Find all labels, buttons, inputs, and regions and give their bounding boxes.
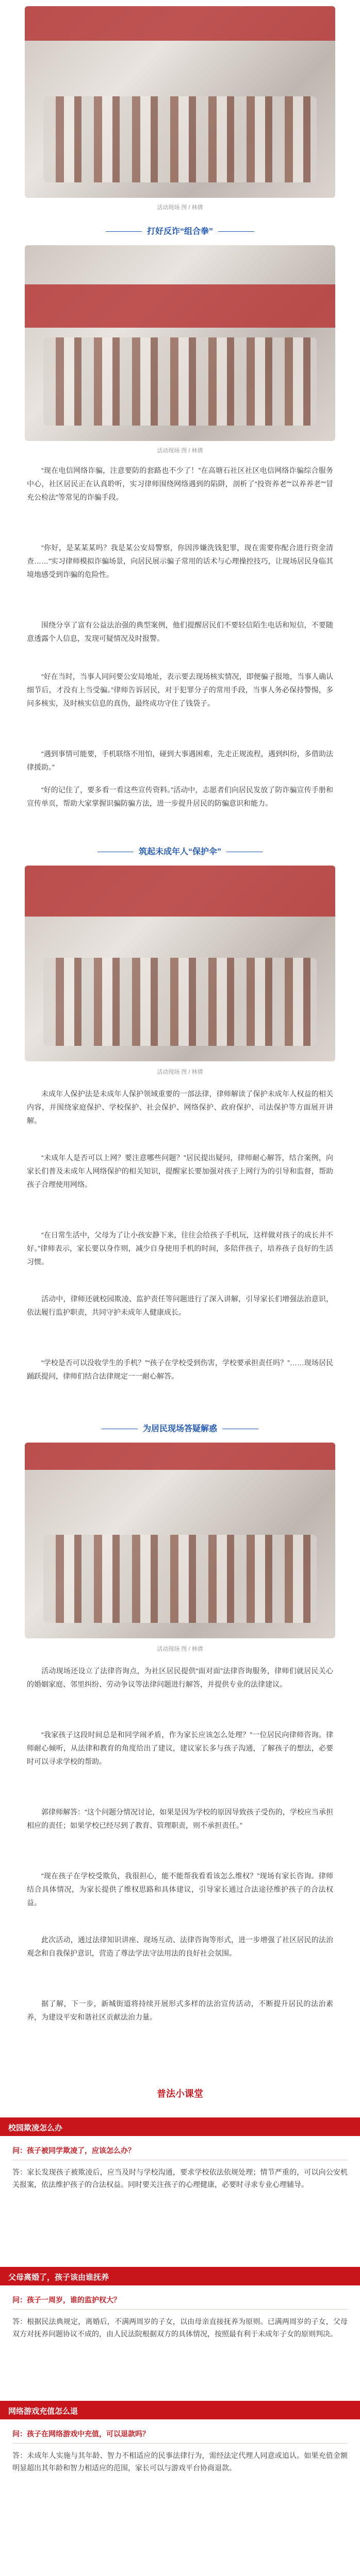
body-paragraph: “现在电信网络诈骗，注意要防的套路也不少了！”在高塘石社区社区电信网络诈骗综合服务中心，社区居民正在认真聆听，实习律师围绕网络遇到的陷阱，剖析了“投资养老”“以养养老”“冒充公检法”等常见的诈骗手段。	[27, 466, 333, 501]
body-paragraph: 围绕分享了富有公益法治强的典型案例，他们提醒居民们不要轻信陌生电话和短信，不要随意透露个人信息，发现可疑情况及时报警。	[27, 621, 333, 642]
event-photo	[25, 6, 335, 198]
body-paragraph: “好的记住了，要多看一看这些宣传资料。”活动中，志愿者们向居民发放了防诈骗宣传手册和宣传单页，帮助大家掌握识骗防骗方法，进一步提升居民的防骗意识和能力。	[27, 786, 333, 807]
banner-decoration	[25, 6, 335, 41]
body-paragraph: 未成年人保护法是未成年人保护领域重要的一部法律，律师解读了保护未成年人权益的相关内容，并围绕家庭保护、学校保护、社会保护、网络保护、政府保护、司法保护等方面展开讲解。	[27, 1090, 333, 1125]
section-title: 为居民现场答疑解惑	[0, 1422, 360, 1434]
section-title: 筑起未成年人“保护伞”	[0, 845, 360, 857]
photo-caption: 活动现场 图 / 林倩	[157, 1069, 203, 1075]
banner-decoration	[25, 866, 335, 917]
qa-question: 问：孩子在网络游戏中充值，可以退款吗？	[12, 2430, 150, 2438]
body-paragraph: “遇到事情可能要，手机联络不用怕，碰到大事遇困难，先走正规流程，遇到纠纷，多借助法律援助。”	[27, 750, 333, 771]
qa-heading: 普法小课堂	[157, 2089, 203, 2099]
section-title: 打好反诈“组合拳”	[0, 225, 360, 236]
audience-decoration	[43, 958, 317, 1046]
event-photo	[25, 866, 335, 1061]
body-paragraph: 活动中，律师还就校园欺凌、监护责任等问题进行了深入讲解，引导家长们增强法治意识，依法履行监护职责，共同守护未成年人健康成长。	[27, 1295, 333, 1316]
divider	[12, 2309, 348, 2310]
photo-caption: 活动现场 图 / 林倩	[157, 205, 203, 211]
photo-caption: 活动现场 图 / 林倩	[157, 448, 203, 454]
qa-topic-label: 父母离婚了，孩子该由谁抚养	[8, 2273, 109, 2282]
body-paragraph: “在日常生活中，父母为了让小孩安静下来，往往会给孩子手机玩，这样做对孩子的成长并不好。”律师表示，家长要以身作则，减少自身使用手机的时间，多陪伴孩子，培养孩子良好的生活习惯。	[27, 1231, 333, 1266]
qa-question: 问：孩子被同学欺凌了，应该怎么办？	[12, 2146, 135, 2155]
body-paragraph: 据了解，下一步，新城街道将持续开展形式多样的法治宣传活动，不断提升居民的法治素养，为建设平安和谐社区贡献法治力量。	[27, 1999, 333, 2021]
qa-topic-bar	[0, 2267, 360, 2285]
event-photo	[25, 1443, 335, 1638]
body-paragraph: 活动现场还设立了法律咨询点，为社区居民提供“面对面”法律咨询服务，律师们就居民关心的婚姻家庭、邻里纠纷、劳动争议等法律问题进行解答，并提供专业的法律建议。	[27, 1667, 333, 1688]
divider	[12, 2443, 348, 2444]
audience-decoration	[43, 96, 317, 182]
audience-decoration	[43, 337, 317, 426]
body-paragraph: “现在孩子在学校受欺负，我很担心，能不能帮我看看该怎么维权？”现场有家长咨询。律师结合具体情况，为家长提供了维权思路和具体建议，引导家长通过合法途径维护孩子的合法权益。	[27, 1872, 333, 1907]
qa-answer: 答：根据民法典规定，离婚后，不满两周岁的子女，以由母亲直接抚养为原则。已满两周岁的子女，父母双方对抚养问题协议不成的，由人民法院根据双方的具体情况，按照最有利于未成年子女的原则判决。	[12, 2317, 348, 2338]
qa-answer: 答：家长发现孩子被欺凌后，应当及时与学校沟通，要求学校依法依规处理；情节严重的，可以向公安机关报案，依法维护孩子的合法权益。同时要关注孩子的心理健康，必要时寻求专业心理辅导。	[12, 2168, 348, 2189]
body-paragraph: “好在当时，当事人同问要公安局地址，表示要去现场核实情况，即便骗子报地，当事人确认细节后，才没有上当受骗。”律师告诉居民，对于犯罪分子的常用手段，当事人务必保持警惕，多问多核实，及时核实信息的真伪，最终成功守住了钱袋子。	[27, 672, 333, 707]
banner-decoration	[25, 1443, 335, 1470]
body-paragraph: 郭律师解答：“这个问题分情况讨论，如果是因为学校的原因导致孩子受伤的，学校应当承担相应的责任；如果学校已经尽到了教育、管理职责，则不承担责任。”	[27, 1808, 333, 1829]
body-paragraph: 此次活动，通过法律知识讲座、现场互动、法律咨询等形式，进一步增强了社区居民的法治观念和自我保护意识，营造了尊法学法守法用法的良好社会氛围。	[27, 1936, 333, 1957]
photo-caption: 活动现场 图 / 林倩	[157, 1646, 203, 1652]
event-photo	[25, 245, 335, 441]
qa-topic-label: 校园欺凌怎么办	[8, 2124, 63, 2132]
qa-answer: 答：未成年人实施与其年龄、智力不相适应的民事法律行为，需经法定代理人同意或追认。如果充值金额明显超出其年龄和智力相适应的范围，家长可以与游戏平台协商退款。	[12, 2451, 348, 2472]
audience-decoration	[43, 1535, 317, 1623]
body-paragraph: “我家孩子这段时间总是和同学闹矛盾，作为家长应该怎么处理？”一位居民向律师咨询。律师耐心倾听，从法律和教育的角度给出了建议，建议家长多与孩子沟通，了解孩子的想法，必要时可以寻求学校的帮助。	[27, 1731, 333, 1766]
banner-decoration	[25, 284, 335, 328]
qa-topic-bar	[0, 2401, 360, 2419]
body-paragraph: “未成年人是否可以上网？要注意哪些问题？”居民提出疑问，律师耐心解答，结合案例，向家长们普及未成年人网络保护的相关知识，提醒家长要加强对孩子上网行为的引导和监督，帮助孩子合理使用网络。	[27, 1154, 333, 1189]
qa-topic-bar	[0, 2117, 360, 2136]
body-paragraph: “学校是否可以没收学生的手机？”“孩子在学校受到伤害，学校要承担责任吗？”……现场居民踊跃提问，律师们结合法律规定一一耐心解答。	[27, 1359, 333, 1380]
qa-topic-label: 网络游戏充值怎么退	[8, 2407, 78, 2416]
body-paragraph: “你好，是某某某吗？我是某公安局警察，你因涉嫌洗钱犯罪，现在需要你配合进行资金清查……”实习律师模拟诈骗场景，向居民展示骗子常用的话术与心理操控技巧，让现场居民身临其境地感受到诈骗的危险性。	[27, 544, 333, 579]
qa-question: 问：孩子一周岁，谁的监护权大？	[12, 2296, 121, 2304]
